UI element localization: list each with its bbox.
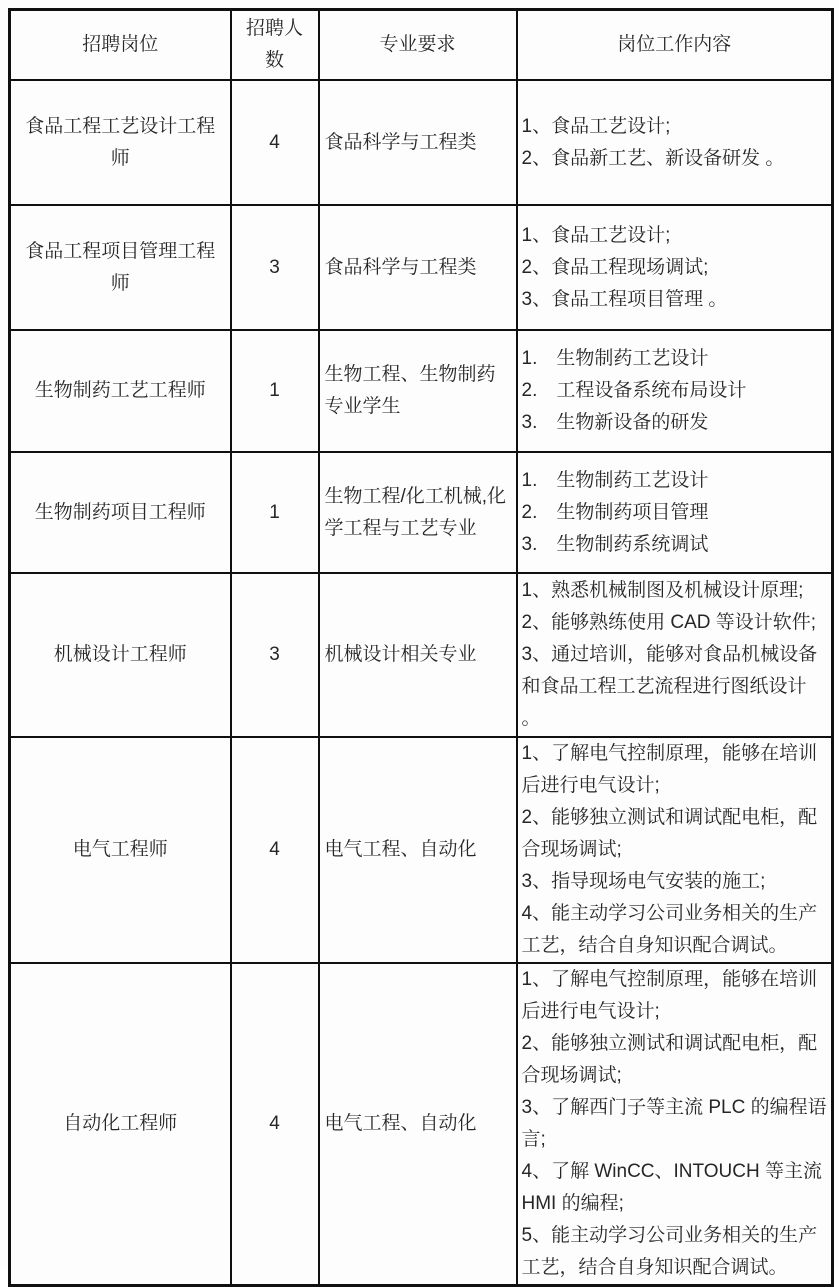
table-row bbox=[10, 963, 833, 1286]
duty-item: 3、食品工程项目管理 。 bbox=[521, 288, 728, 310]
table-row bbox=[10, 330, 833, 452]
duty-item: 2、能够独立测试和调试配电柜，配合现场调试; bbox=[521, 807, 818, 860]
duty-item: 4、能主动学习公司业务相关的生产工艺，结合自身知识配合调试。 bbox=[521, 903, 818, 956]
duty-item: 1、食品工艺设计; bbox=[521, 115, 671, 137]
headcount-cell: 4 bbox=[231, 963, 319, 1286]
duty-item: 3. 生物制药系统调试 bbox=[521, 533, 709, 555]
major-cell: 生物工程、生物制药专业学生 bbox=[319, 330, 517, 452]
duties-cell bbox=[517, 80, 833, 205]
duties-cell bbox=[517, 452, 833, 573]
table-row bbox=[10, 80, 833, 205]
duty-item: 1、了解电气控制原理，能够在培训后进行电气设计; bbox=[521, 969, 818, 1022]
table-row bbox=[10, 452, 833, 573]
duties-cell bbox=[517, 963, 833, 1286]
headcount-cell: 1 bbox=[231, 330, 319, 452]
duty-item: 2、食品新工艺、新设备研发 。 bbox=[521, 147, 785, 169]
duty-item: 3、指导现场电气安装的施工; bbox=[521, 871, 766, 892]
duty-item: 2. 生物制药项目管理 bbox=[521, 501, 709, 523]
duty-item: 4、了解 WinCC、INTOUCH 等主流 HMI 的编程; bbox=[521, 1161, 828, 1214]
major-cell: 电气工程、自动化 bbox=[319, 737, 517, 963]
column-header-position: 招聘岗位 bbox=[10, 10, 231, 81]
position-cell: 机械设计工程师 bbox=[10, 573, 231, 737]
headcount-cell: 4 bbox=[231, 737, 319, 963]
position-cell: 生物制药工艺工程师 bbox=[10, 330, 231, 452]
duties-cell bbox=[517, 205, 833, 330]
headcount-cell: 3 bbox=[231, 573, 319, 737]
position-cell: 自动化工程师 bbox=[10, 963, 231, 1286]
column-header-duties: 岗位工作内容 bbox=[517, 10, 833, 81]
duty-item: 2、能够独立测试和调试配电柜，配合现场调试; bbox=[521, 1033, 818, 1086]
headcount-cell: 3 bbox=[231, 205, 319, 330]
major-cell: 电气工程、自动化 bbox=[319, 963, 517, 1286]
major-cell: 生物工程/化工机械,化学工程与工艺专业 bbox=[319, 452, 517, 573]
position-cell: 食品工程工艺设计工程师 bbox=[10, 80, 231, 205]
major-cell: 食品科学与工程类 bbox=[319, 80, 517, 205]
headcount-cell: 1 bbox=[231, 452, 319, 573]
position-cell: 食品工程项目管理工程师 bbox=[10, 205, 231, 330]
major-cell: 食品科学与工程类 bbox=[319, 205, 517, 330]
headcount-cell: 4 bbox=[231, 80, 319, 205]
duty-item: 1、熟悉机械制图及机械设计原理; bbox=[521, 580, 804, 601]
duty-item: 1、食品工艺设计; bbox=[521, 224, 671, 246]
duty-item: 3、通过培训，能够对食品机械设备和食品工程工艺流程进行图纸设计 。 bbox=[521, 644, 818, 729]
column-header-headcount: 招聘人数 bbox=[231, 10, 319, 81]
duty-item: 2、能够熟练使用 CAD 等设计软件; bbox=[521, 612, 817, 633]
duty-item: 1、了解电气控制原理，能够在培训后进行电气设计; bbox=[521, 743, 818, 796]
duty-item: 2、食品工程现场调试; bbox=[521, 256, 709, 278]
recruitment-table bbox=[8, 8, 834, 1287]
duties-cell bbox=[517, 573, 833, 737]
duty-item: 1. 生物制药工艺设计 bbox=[521, 348, 709, 369]
table-row bbox=[10, 737, 833, 963]
duty-item: 1. 生物制药工艺设计 bbox=[521, 469, 709, 491]
major-cell: 机械设计相关专业 bbox=[319, 573, 517, 737]
duty-item: 2. 工程设备系统布局设计 bbox=[521, 380, 747, 401]
position-cell: 电气工程师 bbox=[10, 737, 231, 963]
position-cell: 生物制药项目工程师 bbox=[10, 452, 231, 573]
table-row bbox=[10, 573, 833, 737]
duty-item: 3、了解西门子等主流 PLC 的编程语言; bbox=[521, 1097, 827, 1150]
duties-cell bbox=[517, 330, 833, 452]
table-row bbox=[10, 205, 833, 330]
duties-cell bbox=[517, 737, 833, 963]
header-row bbox=[10, 10, 833, 81]
duty-item: 3. 生物新设备的研发 bbox=[521, 412, 709, 433]
duty-item: 5、能主动学习公司业务相关的生产工艺，结合自身知识配合调试。 bbox=[521, 1225, 818, 1278]
column-header-major: 专业要求 bbox=[319, 10, 517, 81]
